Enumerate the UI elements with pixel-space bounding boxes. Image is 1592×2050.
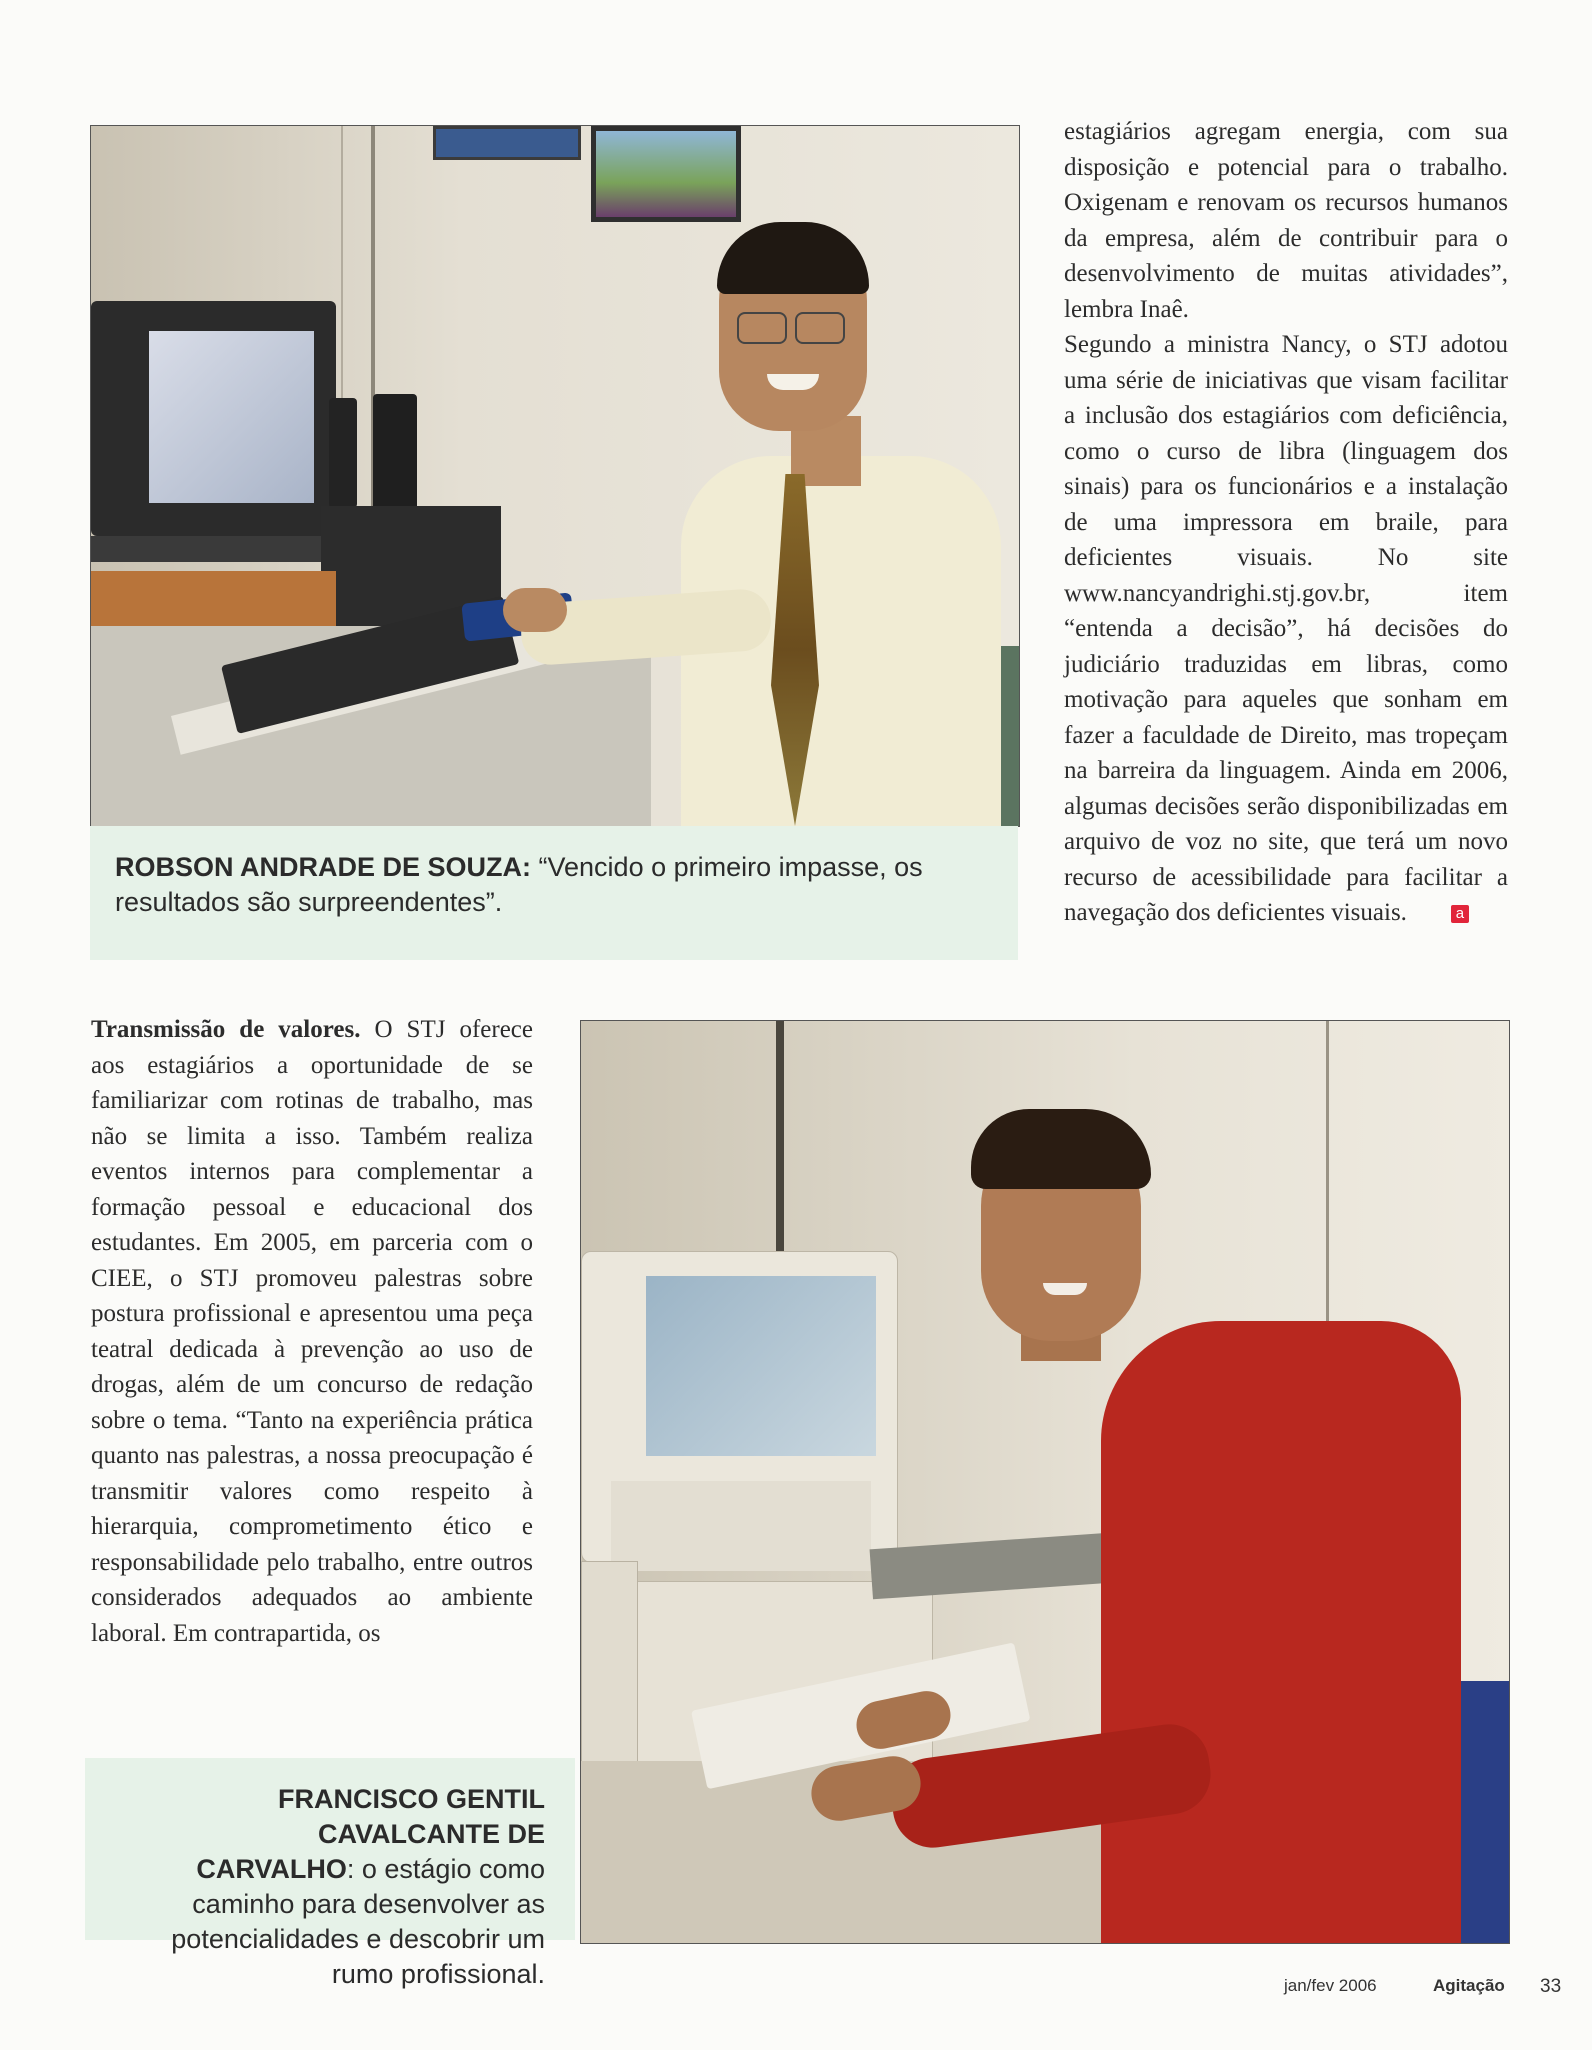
caption-name-line2: CARVALHO <box>196 1854 347 1884</box>
article-column-right <box>1064 114 1508 931</box>
end-of-article-icon: a <box>1451 905 1469 923</box>
article-paragraph: Transmissão de valores. O STJ oferece aos estagiários a oportunidade de se familiarizar com rotinas de trabalho, mas não se limita a isso. Também realiza eventos internos para complementar a formação pessoal e educacional dos estudantes. Em 2005, em parceria com o CIEE, o STJ promoveu palestras sobre postura profissional e apresentou uma peça teatral dedicada à prevenção ao uso de drogas, além de um concurso de redação sobre o tema. “Tanto na experiência prática quanto nas palestras, a nossa preocupação é transmitir valores como respeito à hierarquia, comprometimento ético e responsabilidade pelo trabalho, entre outros considerados adequados ao ambiente laboral. Em contrapartida, os <box>91 1016 533 1647</box>
article-paragraph: estagiários agregam energia, com sua disposição e potencial para o trabalho. Oxigenam e renovam os recursos humanos da empresa, além de contribuir para o desenvolvimento de muitas atividades”, lembra Inaê. <box>1064 118 1508 323</box>
photo-caption-robson <box>90 826 1018 960</box>
article-paragraph: Segundo a ministra Nancy, o STJ adotou uma série de iniciativas que visam facilitar a inclusão dos estagiários com deficiência, como o curso de libra (linguagem dos sinais) para os funcionários e a instalação de uma impressora em braile, para deficientes visuais. No site www.nancyandrighi.stj.gov.br, item “entenda a decisão”, há decisões do judiciário traduzidas em libras, como motivação para aqueles que sonham em fazer a faculdade de Direito, mas tropeçam na barreira da linguagem. Ainda em 2006, algumas decisões serão disponibilizadas em arquivo de voz no site, que terá um novo recurso de acessibilidade para facilitar a navegação dos deficientes visuais. a <box>1064 331 1508 926</box>
caption-name-line1: FRANCISCO GENTIL CAVALCANTE DE <box>278 1784 545 1849</box>
issue-date: jan/fev 2006 <box>1284 1976 1377 1995</box>
article-column-left <box>91 1012 533 1651</box>
photo-robson <box>90 125 1020 827</box>
section-lead: Transmissão de valores. <box>91 1016 361 1043</box>
caption-quote: “Vencido o primeiro impasse, os resultados são surpreendentes”. <box>115 852 923 917</box>
caption-name: ROBSON ANDRADE DE SOUZA: <box>115 852 532 882</box>
caption-text: : o estágio como caminho para desenvolver as potencialidades e descobrir um rumo profissional. <box>171 1854 545 1989</box>
magazine-name: Agitação <box>1433 1976 1505 1995</box>
page-number: 33 <box>1540 1976 1562 1997</box>
photo-caption-francisco <box>85 1758 575 1989</box>
photo-francisco <box>580 1020 1510 1944</box>
